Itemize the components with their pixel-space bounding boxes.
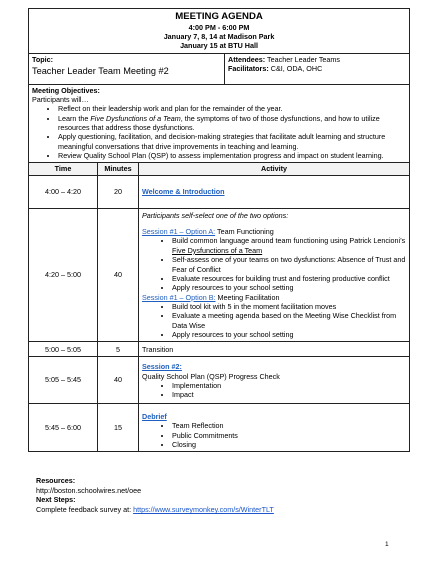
col-minutes: Minutes: [98, 163, 139, 175]
debrief-item: • Closing: [172, 440, 406, 449]
facilitators-label: Facilitators:: [228, 63, 269, 73]
objective-item: • Apply questioning, facilitation, and decision-making strategies that facilitate adult learning and structure meaningful conversations that drive improvements in teaching and learning.: [58, 132, 406, 151]
five-dysfunctions-link[interactable]: Five Dysfunctions of a Team: [172, 245, 263, 255]
objective-item: • Reflect on their leadership work and plan for the remainder of the year.: [58, 104, 406, 113]
option-b-item: • Build tool kit with 5 in the moment facilitation moves: [172, 302, 406, 311]
debrief-item: • Team Reflection: [172, 421, 406, 430]
row-minutes: 5: [98, 342, 139, 357]
agenda-date2: January 15 at BTU Hall: [180, 40, 258, 50]
survey-link[interactable]: https://www.surveymonkey.com/s/WinterTLT: [133, 505, 274, 515]
debrief-item: • Public Commitments: [172, 431, 406, 440]
option-b-item: • Apply resources to your school setting: [172, 330, 406, 339]
welcome-link[interactable]: Welcome & Introduction: [142, 187, 225, 197]
facilitators-value: C&I, ODA, OHC: [270, 63, 323, 73]
objectives-label: Meeting Objectives:: [32, 85, 100, 95]
objective-item: • Learn the Five Dysfunctions of a Team, the symptoms of two of those dysfunctions, and how to utilize resources that address those dysfunctions.: [58, 114, 406, 133]
row-minutes: 15: [98, 403, 139, 451]
option-a-item: • Apply resources to your school setting: [172, 283, 406, 292]
page-number: 1: [385, 541, 389, 548]
objectives-intro: Participants will…: [32, 94, 89, 104]
option-b-list: [142, 302, 406, 339]
agenda-row: [29, 208, 410, 342]
topic-row: [29, 53, 410, 84]
debrief-list: [142, 421, 406, 449]
row-time: 5:05 – 5:45: [29, 357, 98, 403]
option-a-item: • Self-assess one of your teams on two dysfunctions: Absence of Trust and Fear of Conflict: [172, 255, 406, 274]
option-a-link[interactable]: Session #1 – Option A:: [142, 227, 216, 237]
col-time: Time: [29, 163, 98, 175]
row-minutes: 20: [98, 175, 139, 208]
session1-intro: Participants self-select one of the two options:: [142, 210, 289, 220]
row-time: 4:20 – 5:00: [29, 208, 98, 342]
agenda-row: [29, 403, 410, 451]
next-steps-text: Complete feedback survey at:: [36, 505, 134, 515]
column-headers: [29, 163, 410, 175]
row-time: 5:45 – 6:00: [29, 403, 98, 451]
agenda-header: [29, 9, 410, 54]
row-time: 4:00 – 4:20: [29, 175, 98, 208]
session2-title: Quality School Plan (QSP) Progress Check: [142, 371, 280, 381]
objectives-list: [32, 104, 406, 160]
agenda-row: [29, 342, 410, 357]
session2-list: [142, 381, 406, 400]
option-b-item: • Evaluate a meeting agenda based on the Meeting Wise Checklist from Data Wise: [172, 311, 406, 330]
agenda-time: 4:00 PM - 6:00 PM: [188, 22, 250, 32]
agenda-row: [29, 175, 410, 208]
agenda-table: [28, 8, 410, 452]
resources-url[interactable]: http://boston.schoolwires.net/oee: [36, 485, 142, 495]
session2-link[interactable]: Session #2:: [142, 362, 182, 372]
debrief-link[interactable]: Debrief: [142, 411, 167, 421]
agenda-footer: [36, 476, 274, 515]
topic-value: Teacher Leader Team Meeting #2: [32, 65, 169, 76]
option-a-list: [142, 236, 406, 292]
agenda-row: [29, 357, 410, 403]
session2-item: • Impact: [172, 390, 406, 399]
next-steps-label: Next Steps:: [36, 495, 76, 505]
option-b-link[interactable]: Session #1 – Option B:: [142, 292, 216, 302]
objectives-row: [29, 84, 410, 163]
agenda-title: MEETING AGENDA: [175, 11, 263, 22]
objective-item: • Review Quality School Plan (QSP) to assess implementation progress and impact on student learning.: [58, 151, 406, 160]
agenda-page: [28, 8, 409, 452]
agenda-dates: January 7, 8, 14 at Madison Park: [163, 31, 275, 41]
session2-item: • Implementation: [172, 381, 406, 390]
transition-text: Transition: [139, 342, 410, 357]
row-time: 5:00 – 5:05: [29, 342, 98, 357]
row-minutes: 40: [98, 208, 139, 342]
option-b-title: Meeting Facilitation: [215, 292, 280, 302]
option-a-item: • Build common language around team functioning using Patrick Lencioni’s Five Dysfunctions of a Team: [172, 236, 406, 255]
col-activity: Activity: [139, 163, 410, 175]
row-minutes: 40: [98, 357, 139, 403]
option-a-item: • Evaluate resources for building trust and fostering productive conflict: [172, 274, 406, 283]
option-a-title: Team Functioning: [215, 227, 274, 237]
attendees-value: Teacher Leader Teams: [267, 54, 341, 64]
attendees-label: Attendees:: [228, 54, 266, 64]
resources-label: Resources:: [36, 476, 76, 485]
topic-label: Topic:: [32, 54, 54, 64]
